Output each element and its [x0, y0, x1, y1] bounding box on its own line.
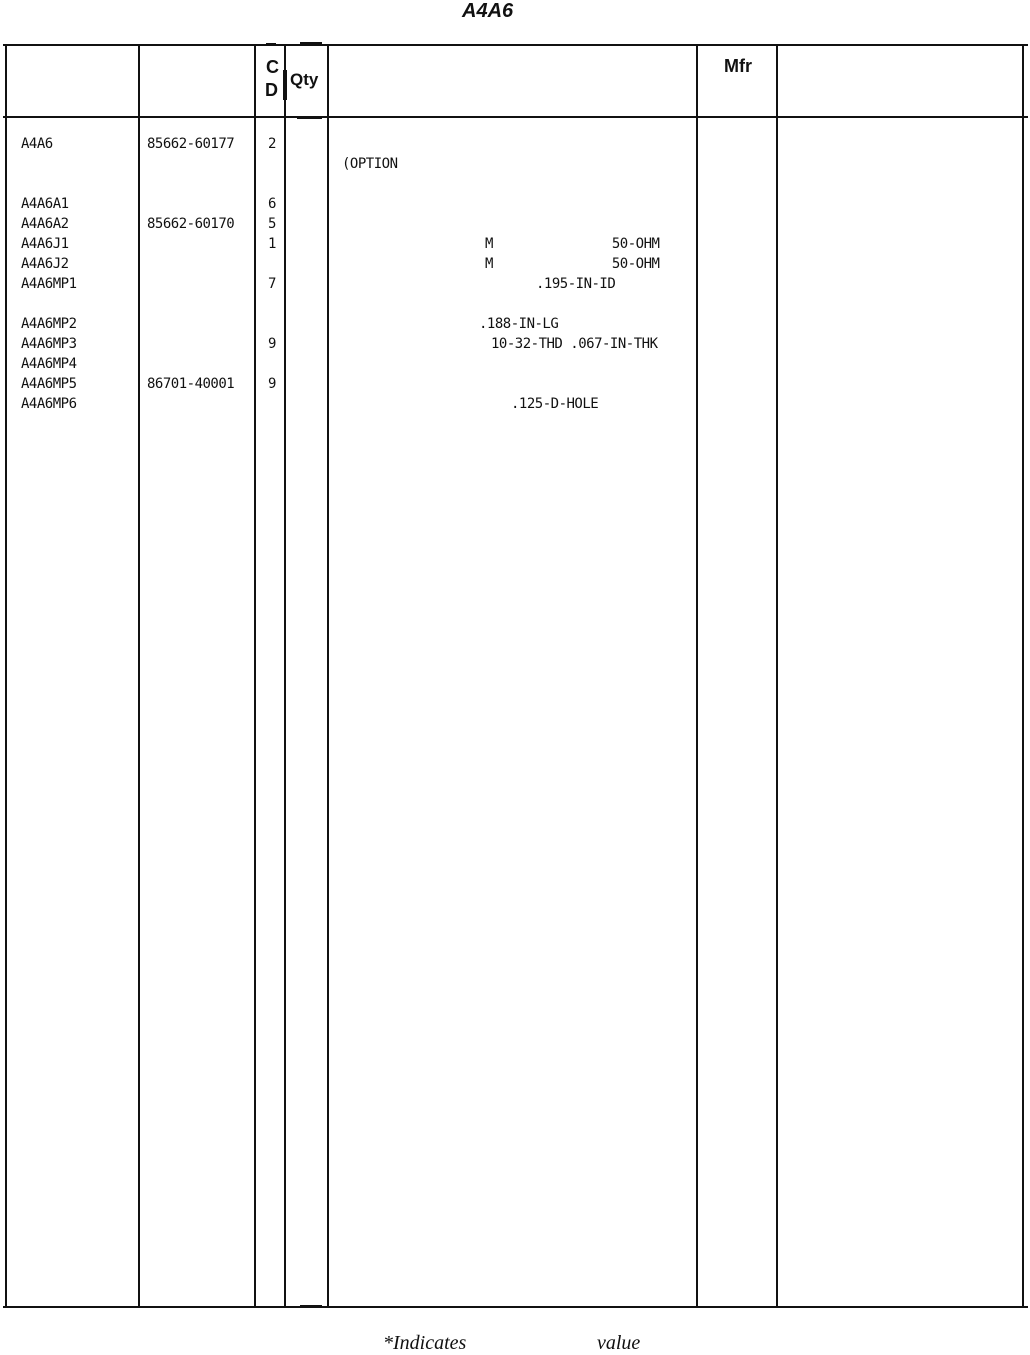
- header-cd-top: C: [266, 57, 279, 77]
- ref-cell: A4A6MP1: [21, 276, 77, 292]
- part-cell: 85662-60177: [147, 136, 235, 152]
- cd-cell: 1: [268, 236, 276, 252]
- footer-value: value: [597, 1332, 641, 1354]
- desc-cell: 10-32-THD .067-IN-THK: [491, 336, 658, 352]
- header-cd-bottom: D: [265, 80, 278, 100]
- footer-indicates: *Indicates: [383, 1332, 467, 1354]
- desc-cell: .125-D-HOLE: [511, 396, 599, 412]
- ref-cell: A4A6: [21, 136, 53, 152]
- ref-cell: A4A6MP6: [21, 396, 77, 412]
- qty-tick-mid: [297, 116, 322, 119]
- cd-cell: 9: [268, 376, 276, 392]
- cd-cell: 5: [268, 216, 276, 232]
- col-border-3: [284, 44, 286, 1308]
- ref-cell: A4A6MP3: [21, 336, 77, 352]
- col-border-right: [1022, 44, 1024, 1308]
- desc-cell: (OPTION: [342, 156, 398, 172]
- col-border-5: [696, 44, 698, 1308]
- desc-cell: .195-IN-ID: [536, 276, 616, 292]
- ref-cell: A4A6MP5: [21, 376, 77, 392]
- table-top-border: [3, 44, 1028, 46]
- ref-cell: A4A6A1: [21, 196, 69, 212]
- cd-cell: 7: [268, 276, 276, 292]
- cd-cell: 2: [268, 136, 276, 152]
- cd-tick-top: [266, 43, 276, 45]
- ref-cell: A4A6MP4: [21, 356, 77, 372]
- ref-cell: A4A6J1: [21, 236, 69, 252]
- ref-cell: A4A6A2: [21, 216, 69, 232]
- desc-cell: M 50-OHM: [485, 236, 660, 252]
- part-cell: 85662-60170: [147, 216, 235, 232]
- change-bar: [283, 70, 287, 100]
- page-title: A4A6: [462, 0, 514, 22]
- col-border-1: [138, 44, 140, 1308]
- header-mfr: Mfr: [724, 56, 752, 76]
- cd-cell: 9: [268, 336, 276, 352]
- ref-cell: A4A6MP2: [21, 316, 77, 332]
- col-border-4: [327, 44, 329, 1308]
- col-border-left: [5, 44, 7, 1308]
- qty-tick-top: [300, 42, 322, 45]
- desc-cell: .188-IN-LG: [479, 316, 559, 332]
- header-qty: Qty: [290, 70, 319, 89]
- part-cell: 86701-40001: [147, 376, 235, 392]
- table-bottom-border: [3, 1306, 1028, 1308]
- desc-cell: M 50-OHM: [485, 256, 660, 272]
- qty-tick-bottom: [300, 1305, 322, 1308]
- header-divider: [3, 116, 1028, 118]
- ref-cell: A4A6J2: [21, 256, 69, 272]
- col-border-6: [776, 44, 778, 1308]
- cd-cell: 6: [268, 196, 276, 212]
- col-border-2: [254, 44, 256, 1308]
